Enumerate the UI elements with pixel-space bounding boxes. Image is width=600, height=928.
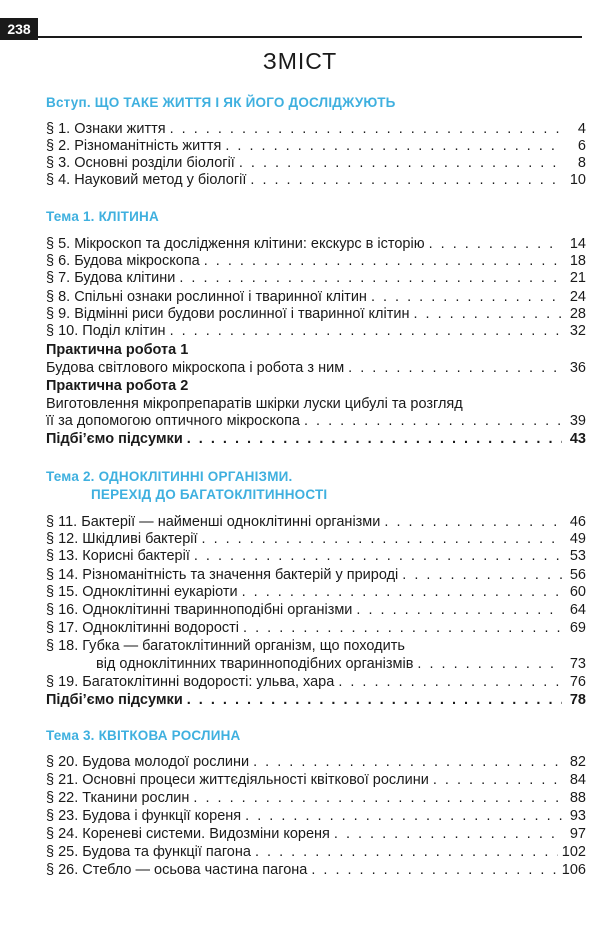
toc-entry[interactable]: § 6. Будова мікроскопа . . . 18	[46, 252, 586, 270]
practical-work-2-title: Практична робота 2	[46, 378, 189, 394]
toc-entry[interactable]: § 20. Будова молодої рослини . . . 82	[46, 753, 586, 771]
toc-entry[interactable]: § 3. Основні розділи біології . . . 8	[46, 154, 586, 172]
topic1-heading: Тема 1. КЛІТИНА	[46, 209, 159, 224]
toc-entry[interactable]: § 22. Тканини рослин . . . 88	[46, 789, 586, 807]
toc-entry[interactable]: § 26. Стебло — осьова частина пагона . . . 106	[46, 861, 586, 879]
toc-entry[interactable]: § 14. Різноманітність та значення бактерій у природі . . . 56	[46, 566, 586, 584]
toc-summary[interactable]: Підбі’ємо підсумки . . . 43	[46, 430, 586, 448]
toc-entry[interactable]: § 21. Основні процеси життєдіяльності квіткової рослини . . . 84	[46, 771, 586, 789]
toc-entry[interactable]: § 16. Одноклітинні тваринноподібні організми . . . 64	[46, 601, 586, 619]
toc-entry[interactable]: § 2. Різноманітність життя . . . 6	[46, 137, 586, 155]
toc-entry[interactable]: § 8. Спільні ознаки рослинної і тваринної клітин . . . 24	[46, 288, 586, 306]
toc-entry[interactable]: § 5. Мікроскоп та дослідження клітини: екскурс в історію . . . 14	[46, 235, 586, 253]
toc-entry[interactable]: § 4. Науковий метод у біології . . . 10	[46, 171, 586, 189]
toc-entry[interactable]: її за допомогою оптичного мікроскопа . . . 39	[46, 412, 586, 430]
toc-entry[interactable]: § 10. Поділ клітин . . . 32	[46, 322, 586, 340]
toc-entry[interactable]: § 17. Одноклітинні водорості . . . 69	[46, 619, 586, 637]
toc-entry[interactable]: від одноклітинних тваринноподібних організмів . . . 73	[46, 655, 586, 673]
practical-work-2-line1: Виготовлення мікропрепаратів шкірки луски цибулі та розгляд	[46, 396, 463, 412]
toc-entry[interactable]: § 11. Бактерії — найменші одноклітинні організми . . . 46	[46, 513, 586, 531]
toc-entry[interactable]: § 7. Будова клітини . . . 21	[46, 269, 586, 287]
toc-entry[interactable]: § 24. Кореневі системи. Видозміни кореня . . . 97	[46, 825, 586, 843]
toc-entry[interactable]: § 12. Шкідливі бактерії . . . 49	[46, 530, 586, 548]
page-title: ЗМІСТ	[262, 48, 338, 74]
toc-entry[interactable]: § 15. Одноклітинні еукаріоти . . . 60	[46, 583, 586, 601]
topic3-heading: Тема 3. КВІТКОВА РОСЛИНА	[46, 728, 241, 743]
toc-entry[interactable]: § 1. Ознаки життя . . . 4	[46, 120, 586, 138]
toc-entry[interactable]: § 25. Будова та функції пагона . . . 102	[46, 843, 586, 861]
practical-work-1-title: Практична робота 1	[46, 342, 189, 358]
page-number: 238	[0, 18, 38, 40]
toc-entry[interactable]: Будова світлового мікроскопа і робота з ним . . . 36	[46, 359, 586, 377]
toc-entry[interactable]: § 23. Будова і функції кореня . . . 93	[46, 807, 586, 825]
topic2-heading: Тема 2. ОДНОКЛІТИННІ ОРГАНІЗМИ. ПЕРЕХІД ДО БАГАТОКЛІТИННОСТІ	[46, 469, 328, 502]
toc-entry[interactable]: § 9. Відмінні риси будови рослинної і тваринної клітин . . . 28	[46, 305, 586, 323]
toc-entry-18-line1: § 18. Губка — багатоклітинний організм, що походить	[46, 638, 405, 654]
header-rule	[38, 36, 582, 38]
toc-summary[interactable]: Підбі’ємо підсумки . . . 78	[46, 691, 586, 709]
intro-heading: Вступ. ЩО ТАКЕ ЖИТТЯ І ЯК ЙОГО ДОСЛІДЖУЮТЬ	[46, 95, 396, 110]
toc-entry[interactable]: § 13. Корисні бактерії . . . 53	[46, 547, 586, 565]
toc-entry[interactable]: § 19. Багатоклітинні водорості: ульва, хара . . . 76	[46, 673, 586, 691]
